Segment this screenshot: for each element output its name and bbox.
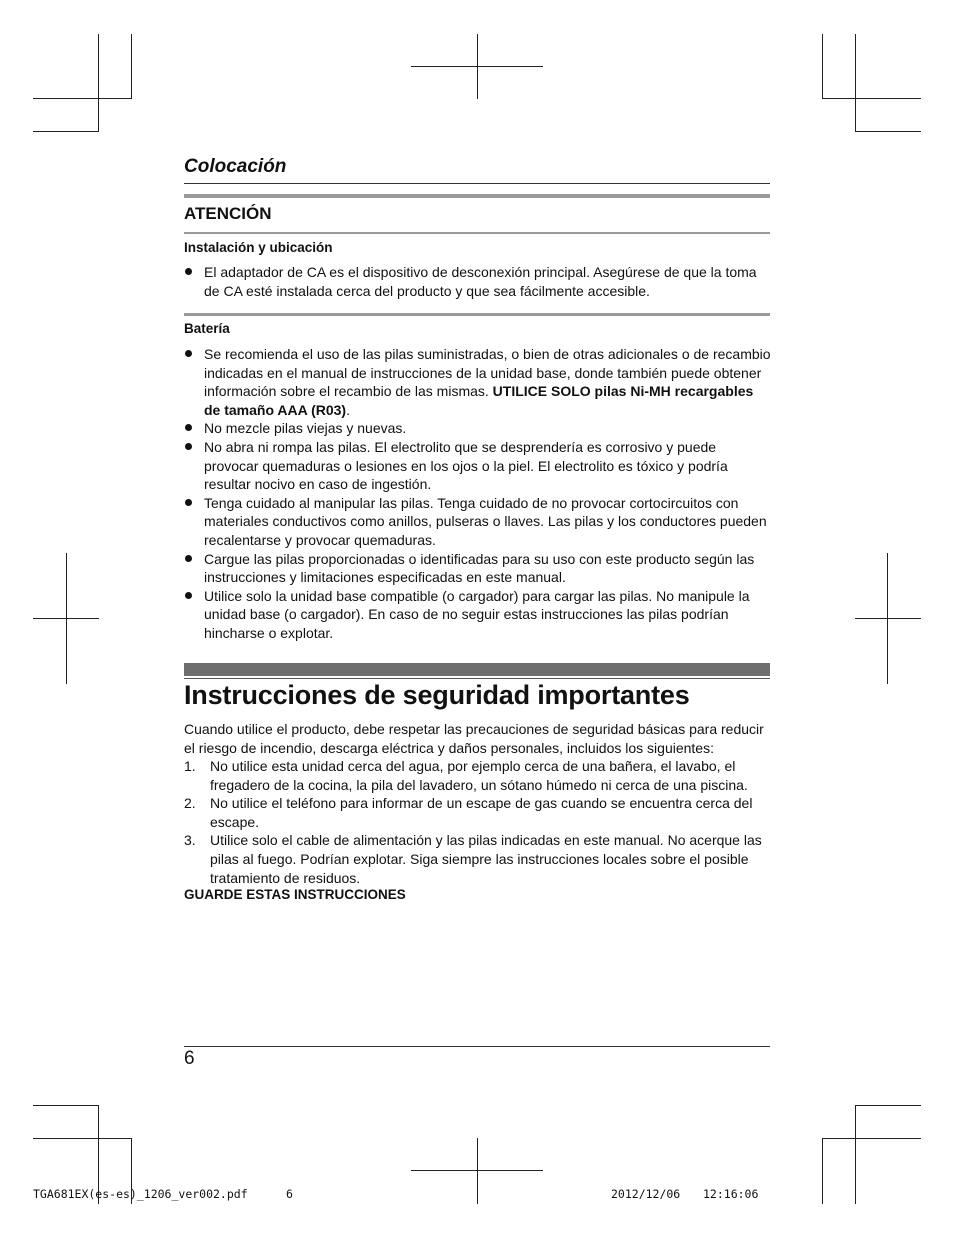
list-item: Cargue las pilas proporcionadas o identificadas para su uso con este producto según las instrucciones y limitaciones especificadas en este manual. — [184, 550, 772, 587]
bullet-icon — [185, 424, 192, 431]
section-title: Colocación — [184, 156, 287, 177]
battery-list — [184, 345, 772, 643]
footer-rule — [184, 1046, 770, 1047]
bullet-icon — [185, 268, 192, 275]
attention-heading: ATENCIÓN — [184, 204, 272, 223]
list-item: 3. Utilice solo el cable de alimentación y las pilas indicadas en este manual. No acerque las pilas al fuego. Podrían explotar. Siga siempre las instrucciones locales sobre el posible tratamiento de residuos. — [184, 832, 762, 886]
item-number: 3. — [184, 832, 196, 849]
safety-list — [184, 757, 772, 887]
page-number: 6 — [184, 1048, 195, 1069]
save-instructions: GUARDE ESTAS INSTRUCCIONES — [184, 887, 406, 902]
footer-date: 2012/12/06 — [611, 1187, 681, 1201]
installation-title: Instalación y ubicación — [184, 240, 333, 255]
bullet-icon — [185, 592, 192, 599]
list-item: Utilice solo la unidad base compatible (o cargador) para cargar las pilas. No manipule la unidad base (o cargador). En caso de no seguir estas instrucciones las pilas podrían hincharse o explotar. — [184, 587, 772, 643]
list-item: Tenga cuidado al manipular las pilas. Tenga cuidado de no provocar cortocircuitos con materiales conductivos como anillos, pulseras o llaves. Las pilas y los conductores pueden recalentarse y provocar quemaduras. — [184, 494, 772, 550]
footer-filename: TGA681EX(es-es)_1206_ver002.pdf — [33, 1187, 248, 1201]
header-rule — [184, 183, 770, 184]
list-item: El adaptador de CA es el dispositivo de desconexión principal. Asegúrese de que la toma de CA esté instalada cerca del producto y que sea fácilmente accesible. — [184, 263, 772, 300]
list-item: 2. No utilice el teléfono para informar de un escape de gas cuando se encuentra cerca del escape. — [184, 795, 753, 830]
bullet-icon — [185, 555, 192, 562]
item-number: 2. — [184, 795, 196, 812]
safety-intro: Cuando utilice el producto, debe respetar las precauciones de seguridad básicas para reducir el riesgo de incendio, descarga eléctrica y daños personales, incluidos los siguientes: — [184, 721, 764, 756]
list-item: Se recomienda el uso de las pilas suministradas, o bien de otras adicionales o de recambio indicadas en el manual de instrucciones de la unidad base, donde también puede obtener información sobre el recambio de las mismas. UTILICE SOLO pilas Ni-MH recargables de tamaño AAA (R03). — [184, 345, 772, 419]
attention-heading-rule — [184, 232, 770, 234]
safety-bar — [184, 663, 770, 676]
footer-page: 6 — [286, 1187, 293, 1201]
bullet-icon — [185, 350, 192, 357]
battery-top-rule — [184, 313, 770, 316]
bullet-icon — [185, 443, 192, 450]
footer-time: 12:16:06 — [703, 1187, 759, 1201]
list-item: No abra ni rompa las pilas. El electrolito que se desprendería es corrosivo y puede provocar quemaduras o lesiones en los ojos o la piel. El electrolito es tóxico y podría resultar nocivo en caso de ingestión. — [184, 438, 772, 494]
battery-title: Batería — [184, 321, 230, 336]
item-number: 1. — [184, 758, 196, 774]
list-item: No mezcle pilas viejas y nuevas. — [184, 419, 772, 438]
installation-list — [184, 263, 772, 300]
safety-title: Instrucciones de seguridad importantes — [184, 680, 690, 710]
attention-top-rule — [184, 194, 770, 198]
list-item: 1. No utilice esta unidad cerca del agua, por ejemplo cerca de una bañera, el lavabo, el fregadero de la cocina, la pila del lavadero, un sótano húmedo ni cerca de una piscina. — [184, 758, 748, 793]
bullet-icon — [185, 499, 192, 506]
safety-bar-underline — [184, 678, 770, 679]
